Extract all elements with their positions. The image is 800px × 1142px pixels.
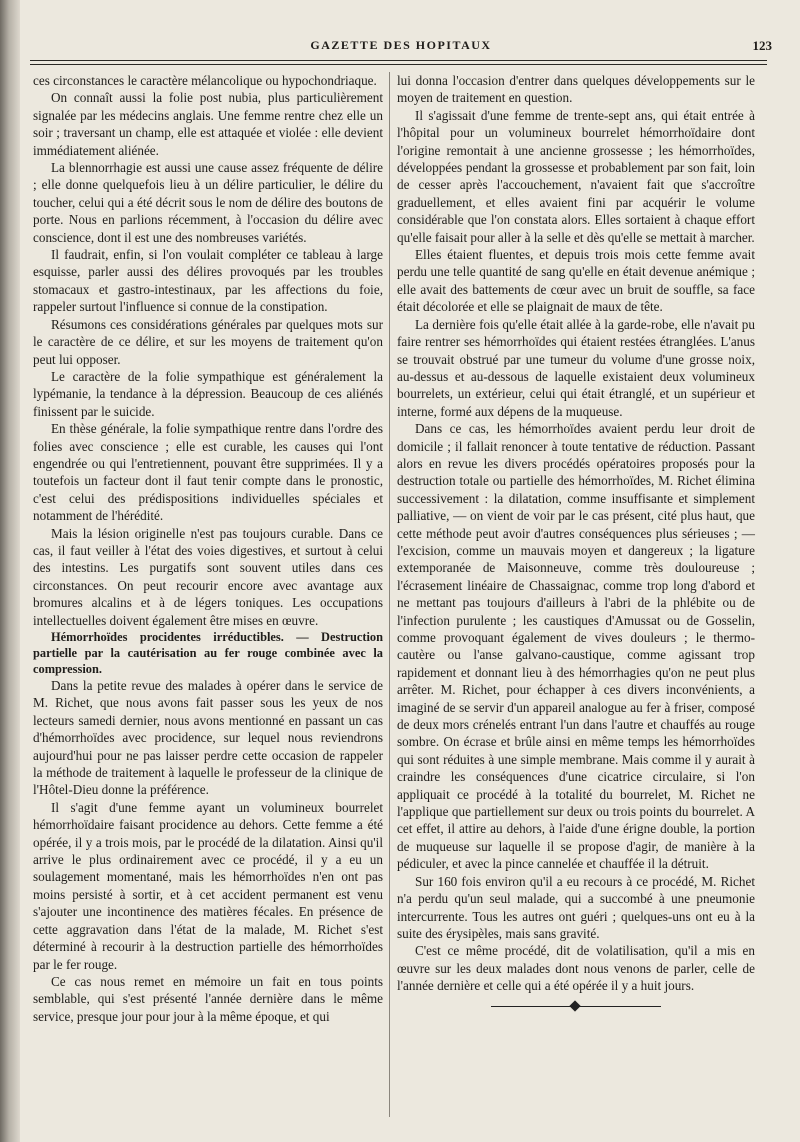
diamond-icon [569, 1000, 580, 1011]
paragraph: En thèse générale, la folie sympathique rentre dans l'ordre des folies avec conscience ; elle est curable, les causes qui l'ont engendrée ou qui l'entretiennent, pouvant être supprimées. Il y a toutefois un facteur dont il faut tenir compte dans le pronostic, c'est celui des prédispositions individuelles spéciales et notamment de l'hérédité. [33, 421, 383, 524]
paragraph: Il s'agissait d'une femme de trente-sept ans, qui était entrée à l'hôpital pour un volumineux bourrelet hémorrhoïdaire dont l'origine remontait à une ancienne grossesse ; les hémorrhoïdes, développées pendant la grossesse et probablement par son fait, loin de cesser après l'accouchement, n'avaient fait que s'accroître graduellement, et elles avaient fini par acquérir le volume considérable que l'on constata alors. Elles sortaient à chaque effort qu'elle faisait pour aller à la selle et dès qu'elle se mettait à marcher. [397, 107, 755, 245]
paragraph: Mais la lésion originelle n'est pas toujours curable. Dans ce cas, il faut veiller à l'état des voies digestives, et surtout à celui des intestins. Les purgatifs sont souvent utiles dans ces circonstances. On peut recourir encore avec avantage aux bromures alcalins et à de légers toniques. Les occupations intellectuelles doivent également être mises en œuvre. [33, 525, 383, 628]
page-number: 123 [752, 38, 772, 53]
column-divider [389, 72, 390, 1117]
right-column [397, 72, 755, 1011]
paragraph: C'est ce même procédé, dit de volatilisation, qu'il a mis en œuvre sur les deux malades dont nous venons de parler, celle de l'année dernière et celle qui a été opérée il y a huit jours. [397, 943, 755, 994]
header-rule-bottom [30, 64, 767, 65]
paragraph: Elles étaient fluentes, et depuis trois mois cette femme avait perdu une telle quantité de sang qu'elle en était devenue anémique ; elle avait des battements de cœur avec un bruit de souffle, sa face était décolorée et elle se plaignait de maux de tête. [397, 247, 755, 315]
binding-shadow [0, 0, 20, 1142]
header-rule-top [30, 60, 767, 61]
section-heading: Hémorrhoïdes procidentes irréductibles. — Destruction partielle par la cautérisation au fer rouge combinée avec la compression. [33, 630, 383, 676]
running-title: GAZETTE DES HOPITAUX [310, 38, 492, 52]
paragraph: Résumons ces considérations générales par quelques mots sur le caractère de ce délire, et sur les moyens de traitement qu'on peut lui opposer. [33, 316, 383, 367]
paragraph: Dans ce cas, les hémorrhoïdes avaient perdu leur droit de domicile ; il fallait renoncer à toute tentative de réduction. Passant alors en revue les divers procédés opératoires proposés pour la destruction totale ou partielle des hémorrhoïdes, M. Richet élimina successivement : la dilatation, comme insuffisante et simplement palliative, — on vient de voir par le cas présent, cité plus haut, que cette méthode peut avoir d'autres conséquences plus sérieuses ; — l'excision, comme un mauvais moyen et dangereux ; la ligature extemporanée de Maisonneuve, comme très douloureuse ; l'écrasement linéaire de Chassaignac, comme trop long d'abord et ne mettant pas toujours d'ailleurs à l'abri de la phlébite ou de l'infection purulente ; les caustiques d'Amussat ou de Gosselin, comme provoquant également de vives douleurs ; le thermo-cautère ou l'anse galvano-caustique, comme agissant trop rapidement et donnant lieu à des hémorrhagies qu'on ne peut plus arrêter. M. Richet, pour échapper à ces divers inconvénients, a imaginé de se servir d'un appareil analogue au fer à friser, composé de deux mors crénelés entrant l'un dans l'autre et chauffés au rouge sombre. On écrase et brûle ainsi en même temps les hémorrhoïdes qui sont réduites à une simple membrane. Mais comme il y aurait à craindre les conséquences d'une cicatrice circulaire, si l'on appliquait ce procédé à la totalité du bourrelet, M. Richet ne l'applique que partiellement sur deux ou trois points du bourrelet. A cet effet, il attire au dehors, à l'aide d'une érigne double, la portion de muqueuse sur laquelle il se propose d'agir, de manière à la pédiculer, et avec la pince cannelée et chauffée il la détruit. [397, 421, 755, 872]
paragraph: ces circonstances le caractère mélancolique ou hypochondriaque. [33, 73, 377, 88]
paragraph: lui donna l'occasion d'entrer dans quelques développements sur le moyen de traitement en question. [397, 73, 755, 106]
paragraph: Dans la petite revue des malades à opérer dans le service de M. Richet, que nous avons fait passer sous les yeux de nos lecteurs samedi dernier, nous avons mentionné en passant un cas d'hémorrhoïdes avec procidence, sur lequel nous reviendrons aujourd'hui pour ne pas laisser perdre cette occasion de rappeler la méthode de traitement à laquelle le professeur de la clinique de l'Hôtel-Dieu donne la préférence. [33, 678, 383, 798]
paragraph: Il s'agit d'une femme ayant un volumineux bourrelet hémorrhoïdaire faisant procidence au dehors. Cette femme a été opérée, il y a trois mois, par le procédé de la dilatation. Ainsi qu'il arrive le plus ordinairement avec ce procédé, il y a eu un soulagement momentané, mais les hémorrhoïdes n'en ont pas moins persisté à sortir, et à cet accident permanent est venu s'ajouter une incontinence des matières fécales. En présence de cette aggravation dans l'état de la malade, M. Richet s'est déterminé à recourir à la destruction partielle des hémorrhoïdes par le fer rouge. [33, 799, 383, 972]
paragraph: Ce cas nous remet en mémoire un fait en tous points semblable, qui s'est présenté l'année dernière dans le même service, presque jour pour jour à la même époque, et qui [33, 973, 383, 1024]
paragraph: On connaît aussi la folie post nubia, plus particulièrement signalée par les médecins anglais. Une femme rentre chez elle un soir ; traversant un champ, elle est attaquée et violée : elle devient immédiatement aliénée. [33, 90, 383, 158]
paragraph: Le caractère de la folie sympathique est généralement la lypémanie, la tendance à la dépression. Beaucoup de ces aliénés finissent par le suicide. [33, 368, 383, 419]
end-ornament [491, 1001, 661, 1011]
page-header [30, 38, 772, 60]
paragraph: Sur 160 fois environ qu'il a eu recours à ce procédé, M. Richet n'a perdu qu'un seul malade, qui a succombé à une pneumonie intercurrente. Tous les autres ont guéri ; quelques-uns ont eu à la suite des érysipèles, mais sans gravité. [397, 873, 755, 941]
paragraph: La blennorrhagie est aussi une cause assez fréquente de délire ; elle donne quelquefois lieu à un délire particulier, le délire du toucher, celui qui a été décrit sous le nom de délire des boutons de porte. Nous en parlions récemment, à l'occasion du délire avec conscience, dont il est une des nombreuses variétés. [33, 160, 383, 245]
paragraph: La dernière fois qu'elle était allée à la garde-robe, elle n'avait pu faire rentrer ses hémorrhoïdes qui étaient restées étranglées. L'anus se trouvait obstrué par une tumeur du volume d'une grosse noix, au-dessus et au-dessous de laquelle existaient deux volumineux bourrelets, un extérieur, celui qui était étranglé, et un supérieur et interne, formé aux dépens de la muqueuse. [397, 316, 755, 419]
paragraph: Il faudrait, enfin, si l'on voulait compléter ce tableau à large esquisse, parler aussi des délires provoqués par les troubles stomacaux et gastro-intestinaux, par les affections du foie, rappeler surtout l'influence si connue de la constipation. [33, 247, 383, 315]
left-column [33, 72, 383, 1025]
